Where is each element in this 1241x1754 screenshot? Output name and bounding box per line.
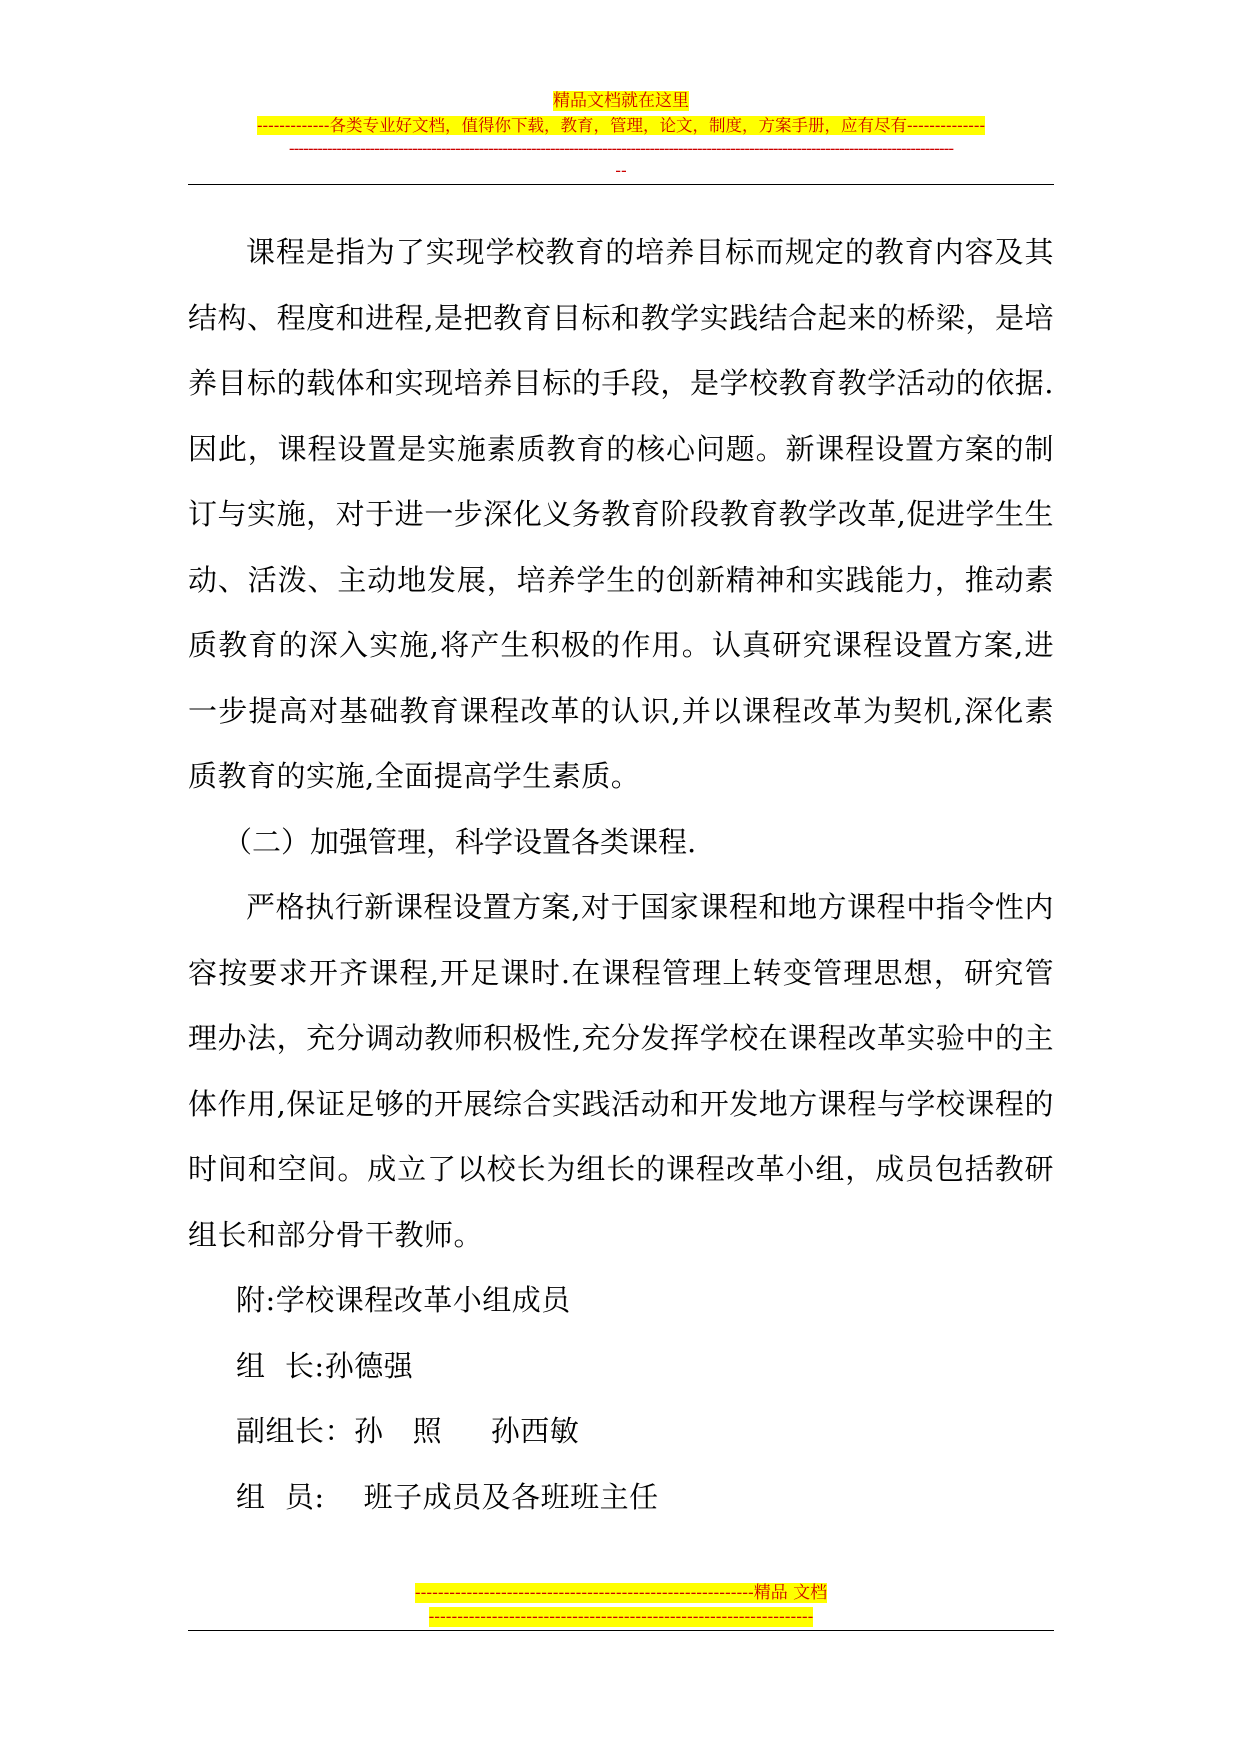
header-subtitle-row: [188, 115, 1054, 137]
header-dash-line: --------------------------------------------------------------------------------------------------------------------------------------------: [288, 139, 954, 159]
paragraph-curriculum-intro: 课程是指为了实现学校教育的培养目标而规定的教育内容及其结构、程度和进程,是把教育目标和教学实践结合起来的桥梁，是培养目标的载体和实现培养目标的手段，是学校教育教学活动的依据.因此，课程设置是实施素质教育的核心问题。新课程设置方案的制订与实施，对于进一步深化义务教育阶段教育教学改革,促进学生生动、活泼、主动地发展，培养学生的创新精神和实践能力，推动素质教育的深入实施,将产生积极的作用。认真研究课程设置方案,进一步提高对基础教育课程改革的认识,并以课程改革为契机,深化素质教育的实施,全面提高学生素质。: [188, 235, 1054, 793]
footer-line-2: -------------------------------------------------------------------: [428, 1607, 814, 1627]
header-title: 精品文档就在这里: [553, 91, 689, 111]
header-dash-line-short: --: [615, 161, 627, 181]
leader-line: 组 长:孙德强: [236, 1348, 414, 1383]
header-subtitle: -------------各类专业好文档，值得你下载，教育，管理，论文，制度，方案手册，应有尽有--------------: [256, 116, 986, 135]
footer-row-1: [188, 1582, 1054, 1604]
header-divider: [188, 184, 1054, 185]
document-body: [188, 220, 1054, 1530]
footer-line-1: -----------------------------------------------------------精品 文档: [414, 1583, 828, 1603]
vice-leader-line: 副组长：孙 照 孙西敏: [236, 1414, 580, 1448]
paragraph-curriculum-management: 严格执行新课程设置方案,对于国家课程和地方课程中指令性内容按要求开齐课程,开足课时.在课程管理上转变管理思想，研究管理办法，充分调动教师积极性,充分发挥学校在课程改革实验中的主体作用,保证足够的开展综合实践活动和开发地方课程与学校课程的时间和空间。成立了以校长为组长的课程改革小组，成员包括教研组长和部分骨干教师。: [188, 890, 1054, 1252]
members-title: 附:学校课程改革小组成员: [236, 1283, 571, 1317]
footer-row-2: [188, 1606, 1054, 1628]
header-title-row: [188, 90, 1054, 112]
footer-divider: [188, 1630, 1054, 1631]
members-line: 组 员: 班子成员及各班班主任: [236, 1479, 659, 1514]
section-heading: （二）加强管理，科学设置各类课程.: [223, 824, 697, 859]
